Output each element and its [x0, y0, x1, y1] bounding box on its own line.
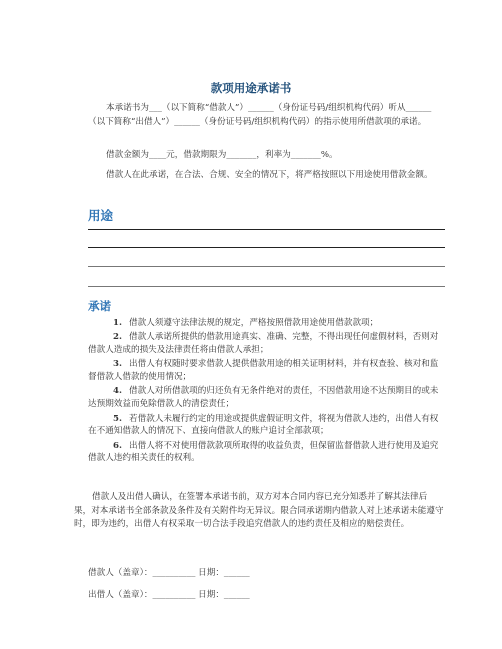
intro-paragraph: 本承诺书为___（以下简称“借款人”）______（身份证号码/组织机构代码）听从______（以下简称“出借人”）______（身份证号码/组织机构代码）的指示使用所借款项的承诺。	[88, 103, 432, 127]
list-item: 4. 借款人对所借款项的归还负有无条件绝对的责任，不因借款用途不达预期目的或未达预期效益而免除借款人的清偿责任；	[88, 386, 439, 410]
commitment-list	[88, 317, 442, 467]
list-item: 3. 出借人有权随时要求借款人提供借款用途的相关证明材料，并有权查验、核对和监督借款人借款的使用情况；	[88, 359, 439, 383]
purpose-line-1	[88, 229, 445, 230]
commitment-heading: 承诺	[88, 299, 111, 313]
purpose-line-3	[88, 266, 445, 267]
purpose-line-4	[88, 286, 445, 287]
list-item: 1. 借款人须遵守法律法规的规定，严格按照借款用途使用借款款项；	[113, 318, 379, 328]
list-item: 5. 若借款人未履行约定的用途或提供虚假证明文件，将视为借款人违约，出借人有权在不通知借款人的情况下、直接向借款人的账户追讨全部款项；	[88, 413, 439, 437]
amount-paragraph: 借款金额为____元，借款期限为_______，利率为_______%。	[106, 150, 338, 160]
purpose-heading: 用途	[88, 208, 114, 223]
borrower-signature-line: 借款人（盖章）：__________ 日期：______	[88, 568, 250, 578]
list-item: 6. 出借人将不对使用借款款项所取得的收益负责，但保留监督借款人进行使用及追究借款人违约相关责任的权利。	[88, 440, 439, 464]
lender-signature-line: 出借人（盖章）：__________ 日期：______	[88, 590, 250, 600]
list-item: 2. 借款人承诺所提供的借款用途真实、准确、完整，不得出现任何虚假材料，否则对借款人造成的损失及法律责任将由借款人承担；	[88, 332, 439, 356]
closing-paragraph: 借款人及出借人确认，在签署本承诺书前，双方对本合同内容已充分知悉并了解其法律后果，对本承诺书全部条款及条件及有关附件均无异议。限合同承诺期内借款人对上述承诺未能遵守时，即为违约，出借人有权采取一切合法手段追究借款人的违约责任及相应的赔偿责任。	[74, 492, 444, 529]
pledge-paragraph: 借款人在此承诺，在合法、合规、安全的情况下，将严格按照以下用途使用借款金额。	[106, 170, 433, 180]
purpose-line-2	[88, 247, 445, 248]
document-title: 款项用途承诺书	[210, 81, 292, 95]
